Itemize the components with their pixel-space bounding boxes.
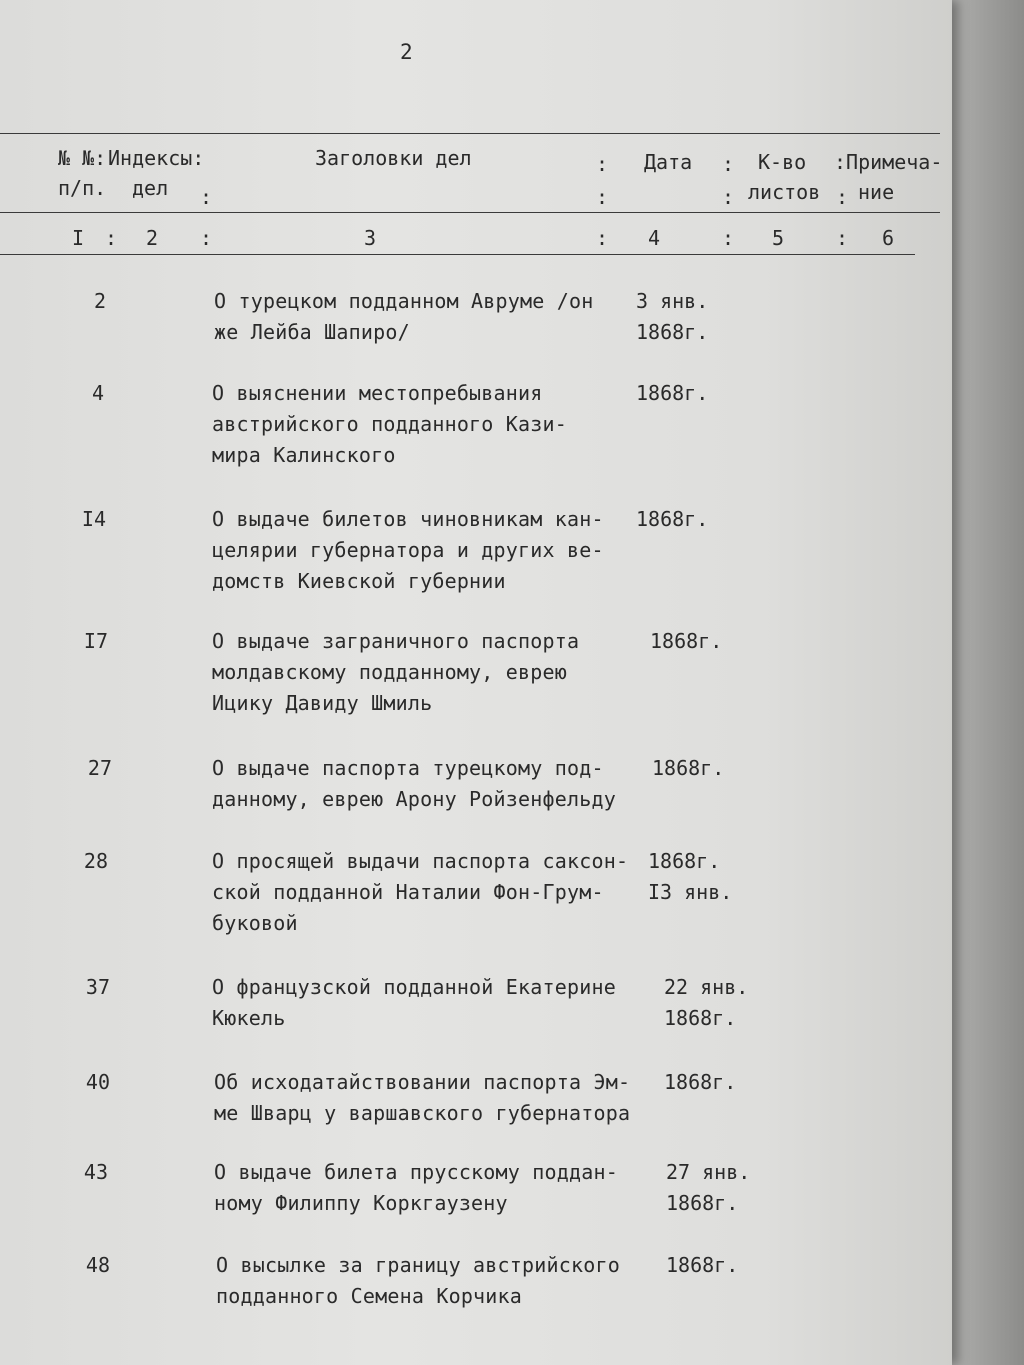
row-number: 40 <box>85 1070 110 1094</box>
row-date: 1868г. I3 янв. <box>648 849 733 904</box>
header-col4: Дата <box>644 150 693 174</box>
row-date: 27 янв. 1868г. <box>666 1160 751 1215</box>
page-number: 2 <box>400 40 413 64</box>
header-col1-line1: № №: <box>58 146 107 170</box>
header-separator: : <box>722 226 735 250</box>
column-number: 4 <box>648 226 661 250</box>
row-title: О высылке за границу австрийского подданного Семена Корчика <box>216 1253 620 1308</box>
row-title: О выдаче билета прусскому поддан- ному Филиппу Коркгаузену <box>214 1160 618 1215</box>
row-number: 48 <box>85 1253 110 1277</box>
column-number: 5 <box>772 226 785 250</box>
row-title: О турецком подданном Авруме /он же Лейба Шапиро/ <box>214 289 594 344</box>
header-separator: : <box>596 185 609 209</box>
row-date: 1868г. <box>652 756 725 780</box>
header-separator: : <box>105 226 118 250</box>
column-number: 2 <box>146 226 159 250</box>
row-title: О просящей выдачи паспорта саксон- ской подданной Наталии Фон-Грум- буковой <box>212 849 629 935</box>
header-separator: : <box>836 226 849 250</box>
header-separator: : <box>836 185 849 209</box>
column-number: I <box>72 226 85 250</box>
header-separator: : <box>200 185 213 209</box>
row-number: 2 <box>93 289 106 313</box>
row-title: О выдаче паспорта турецкому под- данному, еврею Арону Ройзенфельду <box>212 756 616 811</box>
row-title: Об исходатайствовании паспорта Эм- ме Шварц у варшавского губернатора <box>214 1070 631 1125</box>
row-number: I4 <box>81 507 106 531</box>
header-col6-line1: :Примеча- <box>834 150 943 174</box>
header-separator: : <box>596 152 609 176</box>
row-date: 22 янв. 1868г. <box>664 975 749 1030</box>
header-col2-line2: дел <box>132 176 169 200</box>
row-date: 3 янв. 1868г. <box>636 289 709 344</box>
header-separator: : <box>596 226 609 250</box>
column-number: 3 <box>364 226 377 250</box>
row-number: 4 <box>91 381 104 405</box>
row-title: О выдаче заграничного паспорта молдавскому подданному, еврею Ицику Давиду Шмиль <box>212 629 580 715</box>
row-title: О выдаче билетов чиновникам кан- целярии губернатора и других ве- домств Киевской губернии <box>212 507 604 593</box>
table-top-rule <box>0 133 940 134</box>
row-title: О выяснении местопребывания австрийского подданного Кази- мира Калинского <box>212 381 567 467</box>
row-date: 1868г. <box>650 629 723 653</box>
row-number: 37 <box>85 975 110 999</box>
row-number: 27 <box>87 756 112 780</box>
header-col6-line2: ние <box>858 180 895 204</box>
row-number: 28 <box>83 849 108 873</box>
header-col2-line1: Индексы: <box>108 146 205 170</box>
header-col1-line2: п/п. <box>58 176 107 200</box>
header-col5-line2: листов <box>748 180 821 204</box>
header-col5-line1: К-во <box>758 150 807 174</box>
row-date: 1868г. <box>636 381 709 405</box>
header-separator: : <box>722 185 735 209</box>
header-col3: Заголовки дел <box>315 146 472 170</box>
header-separator: : <box>200 226 213 250</box>
row-title: О французской подданной Екатерине Кюкель <box>212 975 616 1030</box>
column-numbers-rule <box>0 254 915 255</box>
column-number: 6 <box>882 226 895 250</box>
header-bottom-rule <box>0 212 940 213</box>
header-separator: : <box>722 152 735 176</box>
row-date: 1868г. <box>666 1253 739 1277</box>
row-number: I7 <box>83 629 108 653</box>
row-date: 1868г. <box>636 507 709 531</box>
row-date: 1868г. <box>664 1070 737 1094</box>
row-number: 43 <box>83 1160 108 1184</box>
